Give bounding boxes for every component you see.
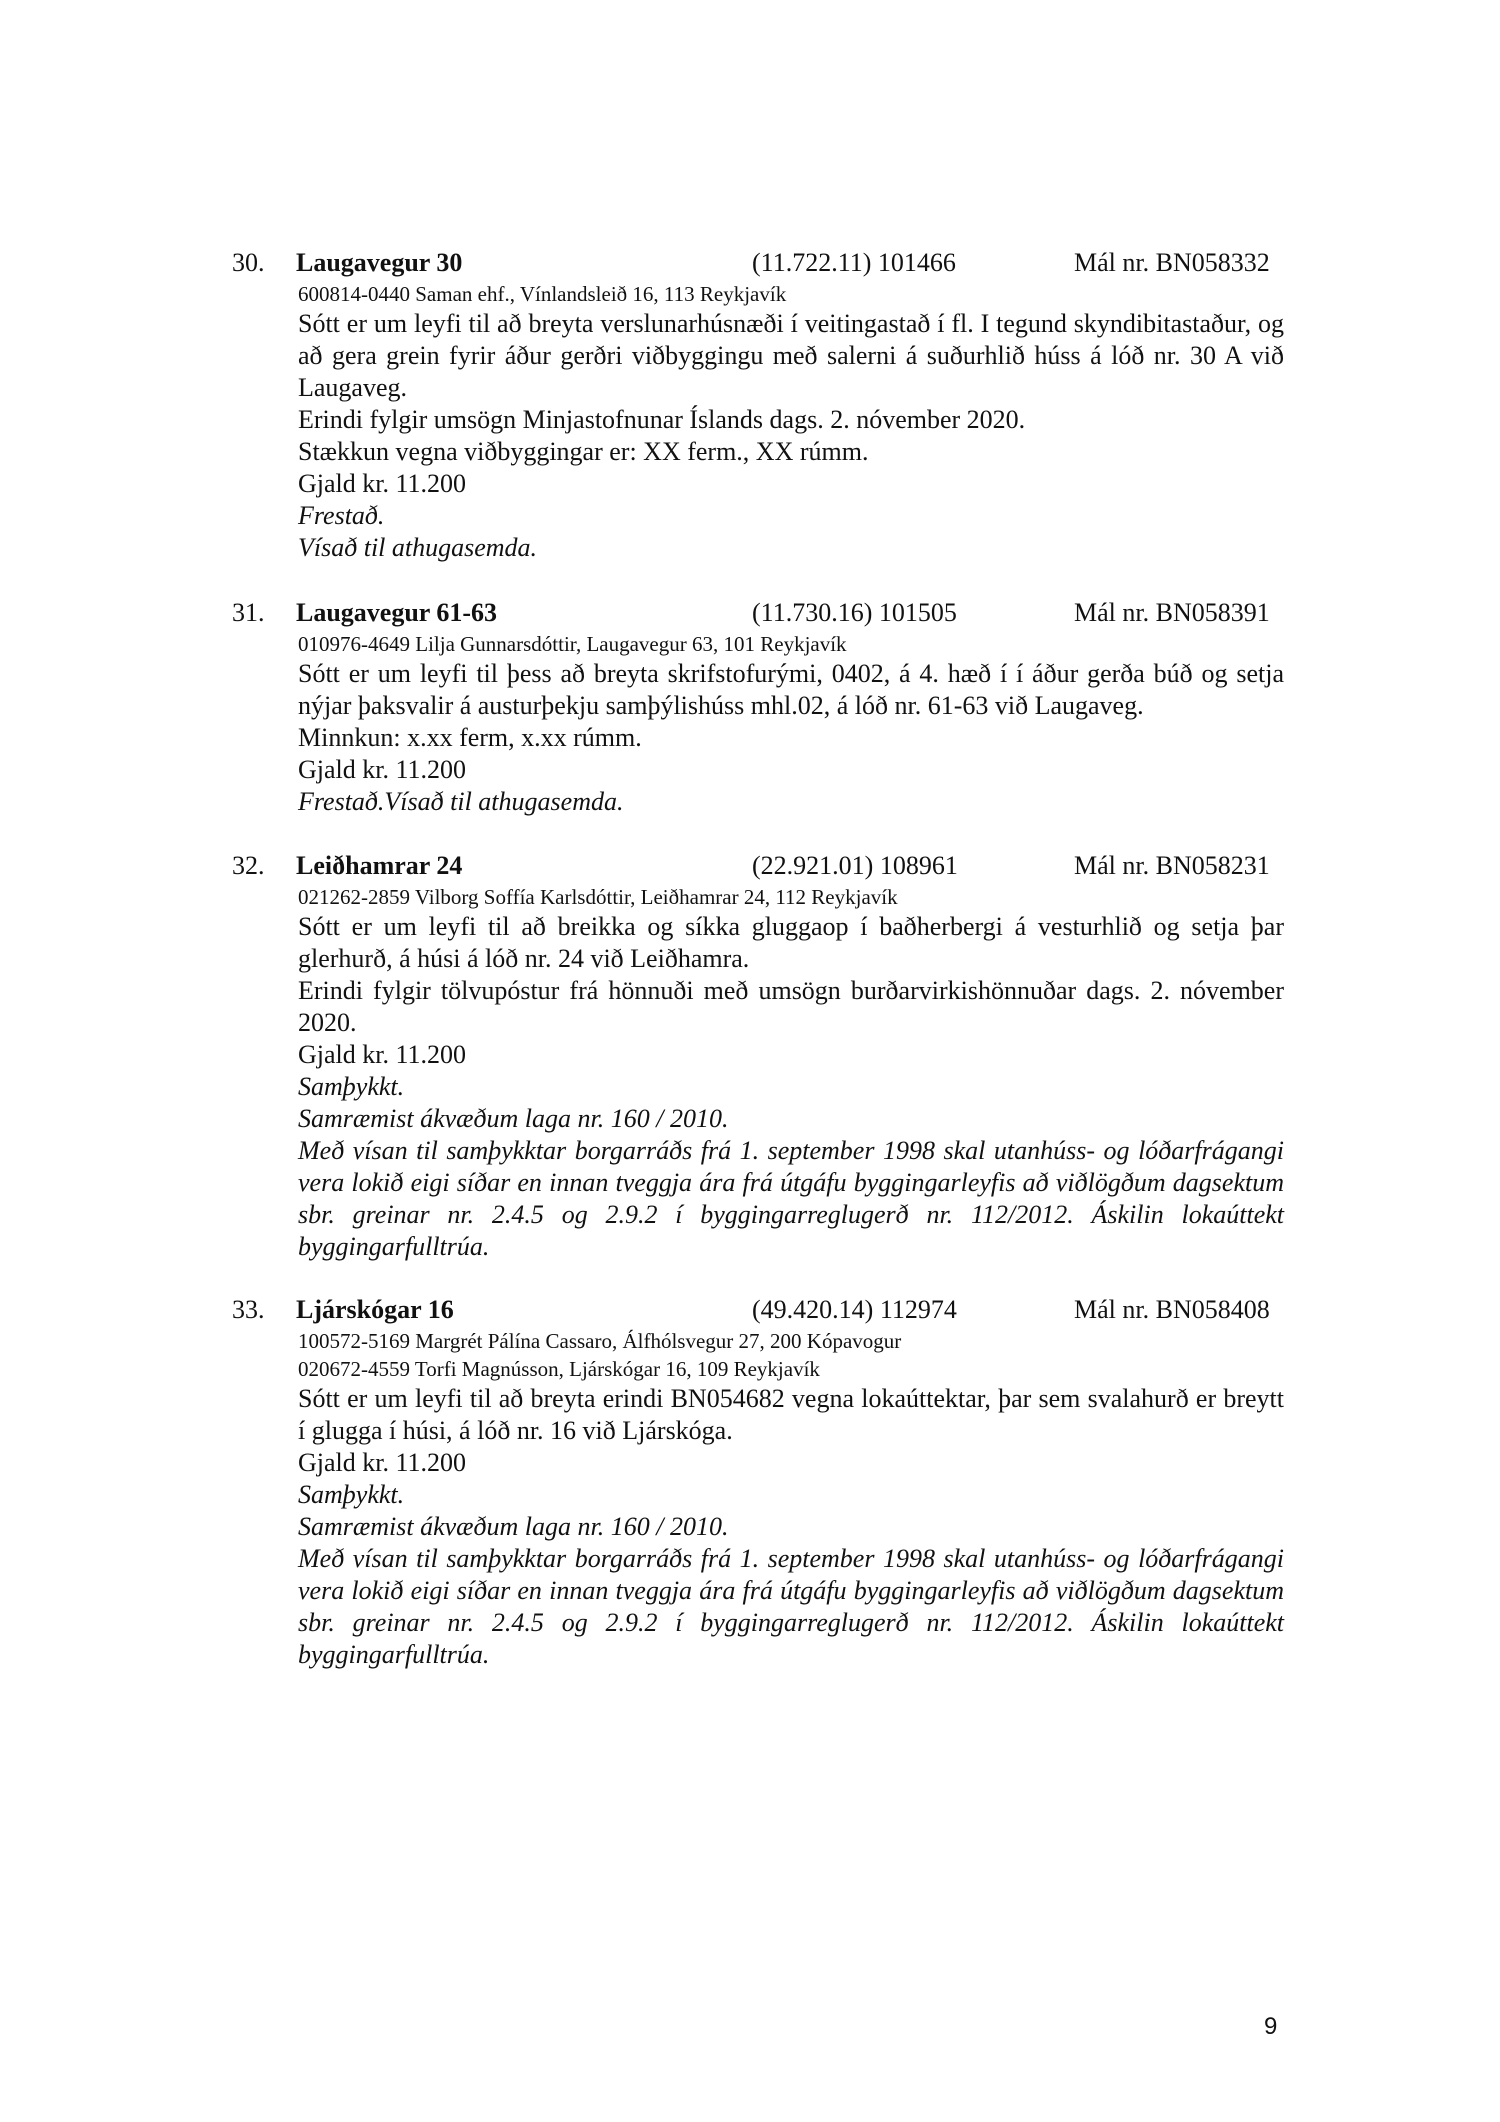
entry-header	[232, 849, 1284, 883]
entry-header	[232, 1293, 1284, 1327]
fee-line: Gjald kr. 11.200	[298, 755, 467, 784]
applicant-line: 100572-5169 Margrét Pálína Cassaro, Álfhólsvegur 27, 200 Kópavogur	[298, 1329, 902, 1353]
entry-number: 31.	[232, 598, 265, 627]
decision-text: Samræmist ákvæðum laga nr. 160 / 2010.	[298, 1104, 729, 1133]
case-number: Mál nr. BN058391	[1074, 598, 1270, 627]
applicant-line: 010976-4649 Lilja Gunnarsdóttir, Laugavegur 63, 101 Reykjavík	[298, 632, 847, 656]
description-paragraph: Minnkun: x.xx ferm, x.xx rúmm.	[298, 723, 642, 752]
case-number: Mál nr. BN058231	[1074, 851, 1270, 880]
description-paragraph: Stækkun vegna viðbyggingar er: XX ferm., XX rúmm.	[298, 437, 869, 466]
case-entry-30	[232, 246, 1284, 564]
entry-title: Leiðhamrar 24	[296, 851, 463, 880]
case-number: Mál nr. BN058332	[1074, 248, 1270, 277]
applicant-line: 020672-4559 Torfi Magnússon, Ljárskógar 16, 109 Reykjavík	[298, 1357, 820, 1381]
case-entry-31	[232, 596, 1284, 818]
case-number: Mál nr. BN058408	[1074, 1295, 1270, 1324]
property-reference: (22.921.01) 108961	[752, 851, 958, 880]
description-paragraph: Erindi fylgir tölvupóstur frá hönnuði með umsögn burðarvirkishönnuðar dags. 2. nóvember 2020.	[298, 976, 1284, 1037]
applicant-line: 600814-0440 Saman ehf., Vínlandsleið 16, 113 Reykjavík	[298, 282, 787, 306]
fee-line: Gjald kr. 11.200	[298, 1448, 467, 1477]
property-reference: (11.730.16) 101505	[752, 598, 957, 627]
entry-title: Ljárskógar 16	[296, 1295, 454, 1324]
entry-number: 33.	[232, 1295, 265, 1324]
decision-text: Samþykkt.	[298, 1072, 405, 1101]
case-entry-33	[232, 1293, 1284, 1671]
entry-title: Laugavegur 61-63	[296, 598, 498, 627]
entry-body	[298, 883, 1284, 1263]
fee-line: Gjald kr. 11.200	[298, 1040, 467, 1069]
page-number: 9	[1264, 2013, 1278, 2040]
applicant-line: 021262-2859 Vilborg Soffía Karlsdóttir, Leiðhamrar 24, 112 Reykjavík	[298, 885, 898, 909]
description-paragraph: Sótt er um leyfi til að breyta erindi BN054682 vegna lokaúttektar, þar sem svalahurð er breytt í glugga í húsi, á lóð nr. 16 við Ljárskóga.	[298, 1384, 1284, 1445]
description-paragraph: Sótt er um leyfi til þess að breyta skrifstofurými, 0402, á 4. hæð í í áður gerða búð og setja nýjar þaksvalir á austurþekju samþýlishúss mhl.02, á lóð nr. 61-63 við Laugaveg.	[298, 659, 1284, 720]
property-reference: (11.722.11) 101466	[752, 248, 956, 277]
description-paragraph: Sótt er um leyfi til að breikka og síkka gluggaop í baðherbergi á vesturhlið og setja þar glerhurð, á húsi á lóð nr. 24 við Leiðhamra.	[298, 912, 1284, 973]
entry-number: 30.	[232, 248, 265, 277]
decision-text: Frestað.Vísað til athugasemda.	[298, 787, 624, 816]
decision-text: Vísað til athugasemda.	[298, 533, 538, 562]
decision-text: Frestað.	[298, 501, 385, 530]
decision-text: Með vísan til samþykktar borgarráðs frá 1. september 1998 skal utanhúss- og lóðarfrágangi vera lokið eigi síðar en innan tveggja ára frá útgáfu byggingarleyfis að viðlögðum dagsektum sbr. greinar nr. 2.4.5 og 2.9.2 í byggingarreglugerð nr. 112/2012. Áskilin lokaúttekt byggingarfulltrúa.	[298, 1544, 1284, 1669]
decision-text: Með vísan til samþykktar borgarráðs frá 1. september 1998 skal utanhúss- og lóðarfrágangi vera lokið eigi síðar en innan tveggja ára frá útgáfu byggingarleyfis að viðlögðum dagsektum sbr. greinar nr. 2.4.5 og 2.9.2 í byggingarreglugerð nr. 112/2012. Áskilin lokaúttekt byggingarfulltrúa.	[298, 1136, 1284, 1261]
description-paragraph: Sótt er um leyfi til að breyta verslunarhúsnæði í veitingastað í fl. I tegund skyndibitastaður, og að gera grein fyrir áður gerðri viðbyggingu með salerni á suðurhlið húss á lóð nr. 30 A við Laugaveg.	[298, 309, 1284, 402]
entry-header	[232, 596, 1284, 630]
fee-line: Gjald kr. 11.200	[298, 469, 467, 498]
entry-header	[232, 246, 1284, 280]
entry-body	[298, 280, 1284, 564]
entry-number: 32.	[232, 851, 265, 880]
description-paragraph: Erindi fylgir umsögn Minjastofnunar Íslands dags. 2. nóvember 2020.	[298, 405, 1026, 434]
entry-body	[298, 630, 1284, 818]
decision-text: Samræmist ákvæðum laga nr. 160 / 2010.	[298, 1512, 729, 1541]
entry-title: Laugavegur 30	[296, 248, 463, 277]
property-reference: (49.420.14) 112974	[752, 1295, 957, 1324]
case-entry-32	[232, 849, 1284, 1263]
decision-text: Samþykkt.	[298, 1480, 405, 1509]
entry-body	[298, 1327, 1284, 1671]
